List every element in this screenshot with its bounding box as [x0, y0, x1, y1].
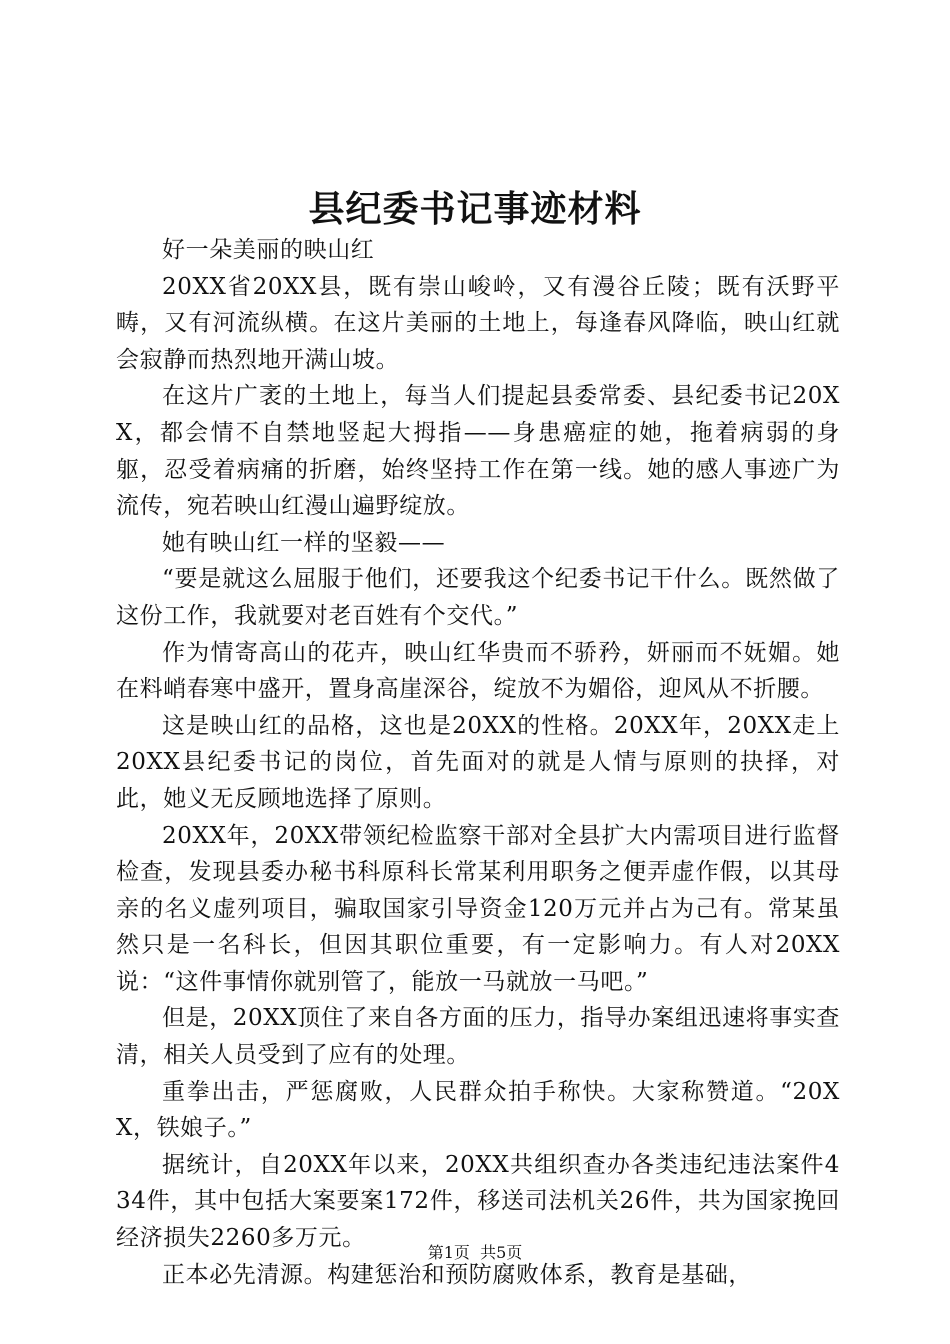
footer-separator [470, 1243, 480, 1262]
page-footer [0, 1241, 950, 1265]
document-body [116, 232, 840, 1293]
paragraph: 重拳出击，严惩腐败，人民群众拍手称快。大家称赞道。“20XX，铁娘子。” [116, 1078, 840, 1142]
paragraph: 这是映山红的品格，这也是20XX的性格。20XX年，20XX走上20XX县纪委书记的岗位，首先面对的就是人情与原则的抉择，对此，她义无反顾地选择了原则。 [116, 712, 840, 812]
paragraph: 她有映山红一样的坚毅—— [162, 529, 446, 556]
paragraph: 作为情寄高山的花卉，映山红华贵而不骄矜，妍丽而不妩媚。她在料峭春寒中盛开，置身高崖深谷，绽放不为媚俗，迎风从不折腰。 [116, 639, 840, 703]
document-title: 县纪委书记事迹材料 [308, 188, 642, 230]
paragraph: 20XX省20XX县，既有崇山峻岭，又有漫谷丘陵；既有沃野平畴，又有河流纵横。在这片美丽的土地上，每逢春风降临，映山红就会寂静而热烈地开满山坡。 [116, 273, 840, 373]
page-number: 第1页 [427, 1243, 470, 1262]
paragraph: 在这片广袤的土地上，每当人们提起县委常委、县纪委书记20XX，都会情不自禁地竖起大拇指——身患癌症的她，拖着病弱的身躯，忍受着病痛的折磨，始终坚持工作在第一线。她的感人事迹广为流传，宛若映山红漫山遍野绽放。 [116, 383, 840, 520]
paragraph: 20XX年，20XX带领纪检监察干部对全县扩大内需项目进行监督检查，发现县委办秘书科原科长常某利用职务之便弄虚作假，以其母亲的名义虚列项目，骗取国家引导资金120万元并占为己有。常某虽然只是一名科长，但因其职位重要，有一定影响力。有人对20XX说：“这件事情你就别管了，能放一马就放一马吧。” [116, 822, 840, 995]
paragraph: “要是就这么屈服于他们，还要我这个纪委书记干什么。既然做了这份工作，我就要对老百姓有个交代。” [116, 566, 840, 629]
paragraph: 据统计，自20XX年以来，20XX共组织查办各类违纪违法案件434件，其中包括大案要案172件，移送司法机关26件，共为国家挽回经济损失2260多万元。 [116, 1151, 840, 1252]
paragraph: 好一朵美丽的映山红 [162, 237, 375, 263]
page-total: 共5页 [480, 1243, 523, 1262]
paragraph: 但是，20XX顶住了来自各方面的压力，指导办案组迅速将事实查清，相关人员受到了应有的处理。 [116, 1005, 841, 1069]
paragraph: 正本必先清源。构建惩治和预防腐败体系，教育是基础， [162, 1261, 752, 1288]
